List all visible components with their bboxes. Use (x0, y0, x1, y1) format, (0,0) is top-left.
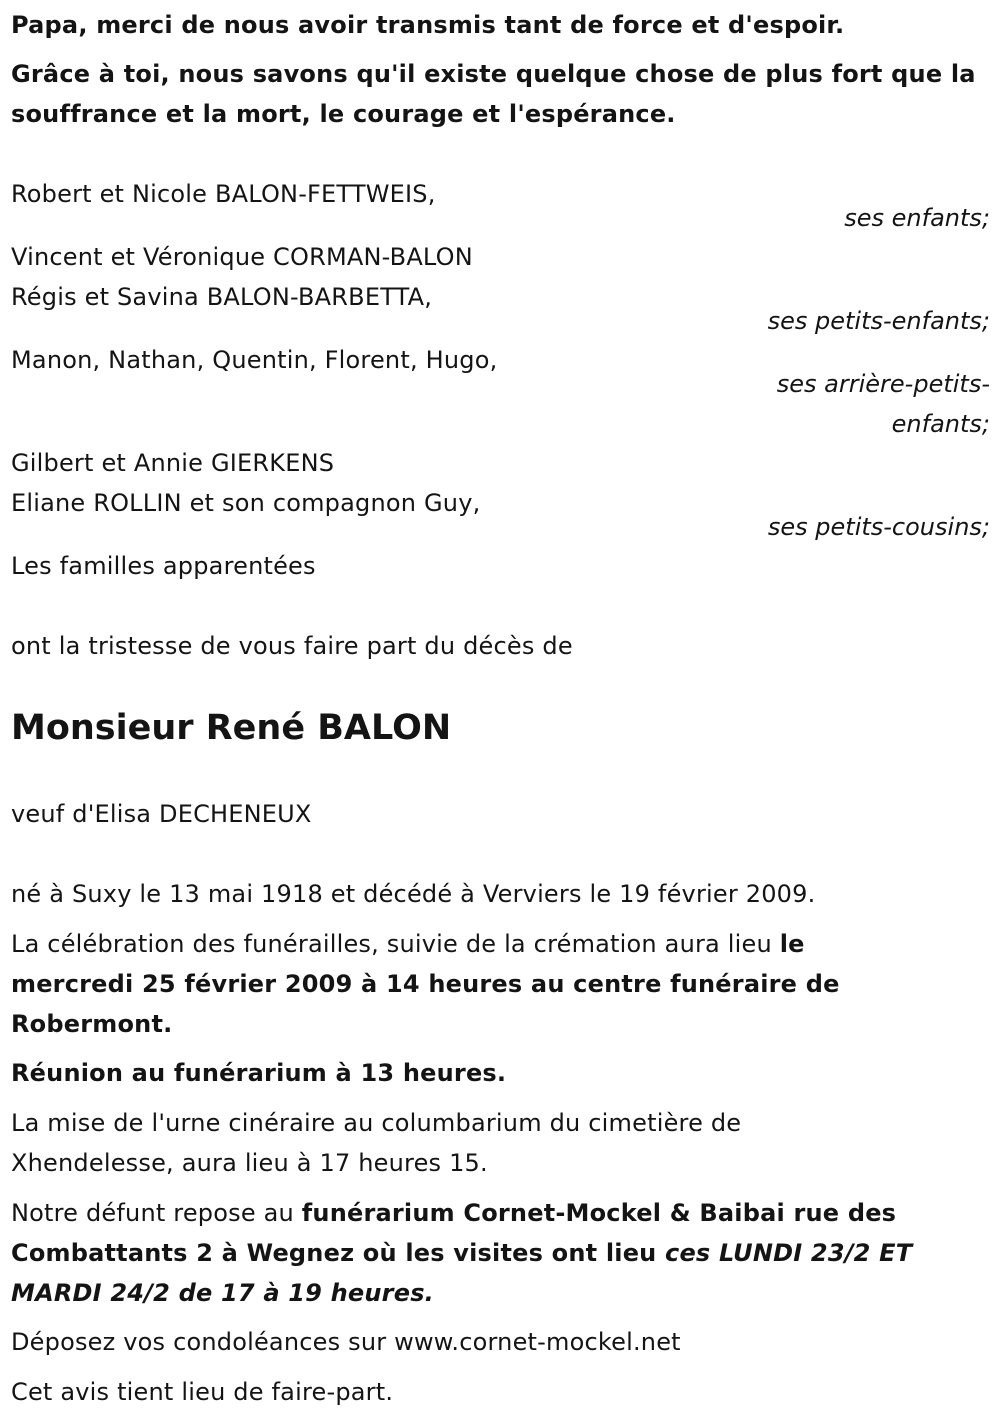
urn-line-2: Xhendelesse, aura lieu à 17 heures 15. (11, 1149, 488, 1177)
birth-death-dates: né à Suxy le 13 mai 1918 et décédé à Verviers le 19 février 2009. (11, 880, 816, 908)
cousins-names-2: Eliane ROLLIN et son compagnon Guy, (11, 489, 481, 517)
ceremony-line-2: mercredi 25 février 2009 à 14 heures au centre funéraire de (11, 970, 840, 998)
visit-line-3: MARDI 24/2 de 17 à 19 heures. (11, 1279, 434, 1307)
visit-text-plain: Notre défunt repose au (11, 1199, 302, 1227)
children-names: Robert et Nicole BALON-FETTWEIS, (11, 180, 436, 208)
visit-text-italic-2: ces LUNDI 23/2 ET (665, 1239, 913, 1267)
cousins-names-1: Gilbert et Annie GIERKENS (11, 449, 335, 477)
announcement: ont la tristesse de vous faire part du décès de (11, 632, 573, 660)
grandchildren-role: ses petits-enfants; (767, 307, 990, 335)
ceremony-line-1 (11, 929, 805, 959)
condolences-line: Déposez vos condoléances sur www.cornet-mockel.net (11, 1328, 681, 1356)
urn-line-1: La mise de l'urne cinéraire au columbarium du cimetière de (11, 1109, 742, 1137)
visit-line-2 (11, 1238, 912, 1268)
closing-line: Cet avis tient lieu de faire-part. (11, 1378, 394, 1406)
deceased-name: Monsieur René BALON (11, 708, 452, 748)
visit-text-bold-2: Combattants 2 à Wegnez où les visites ont lieu (11, 1239, 666, 1267)
ceremony-line-3: Robermont. (11, 1010, 173, 1038)
visit-line-1 (11, 1198, 896, 1228)
visit-text-bold-1: funérarium Cornet-Mockel & Baibai rue des (301, 1199, 897, 1227)
intro-line-3: souffrance et la mort, le courage et l'espérance. (11, 100, 676, 128)
related-families: Les familles apparentées (11, 552, 316, 580)
intro-line-1: Papa, merci de nous avoir transmis tant de force et d'espoir. (11, 11, 845, 39)
children-role: ses enfants; (844, 204, 990, 232)
great-grandchildren-role-1: ses arrière-petits- (776, 370, 990, 398)
intro-line-2: Grâce à toi, nous savons qu'il existe quelque chose de plus fort que la (11, 60, 976, 88)
great-grandchildren-role-2: enfants; (891, 410, 990, 438)
ceremony-text-plain: La célébration des funérailles, suivie de la crémation aura lieu (11, 930, 780, 958)
great-grandchildren-names: Manon, Nathan, Quentin, Florent, Hugo, (11, 346, 498, 374)
cousins-role: ses petits-cousins; (767, 513, 990, 541)
ceremony-text-bold-1: le (779, 930, 805, 958)
spouse-line: veuf d'Elisa DECHENEUX (11, 800, 312, 828)
grandchildren-names-1: Vincent et Véronique CORMAN-BALON (11, 243, 473, 271)
grandchildren-names-2: Régis et Savina BALON-BARBETTA, (11, 283, 433, 311)
meeting-line: Réunion au funérarium à 13 heures. (11, 1059, 507, 1087)
